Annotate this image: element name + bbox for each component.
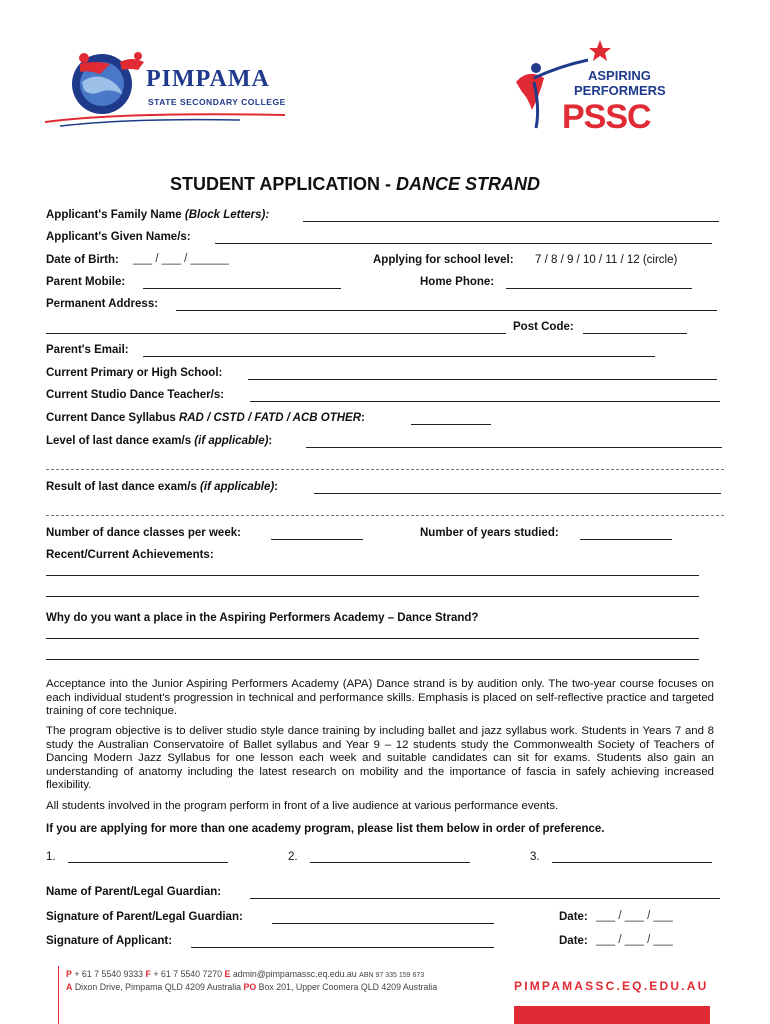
current-school-label: Current Primary or High School:	[46, 367, 223, 379]
result-text: Result of last dance exam/s	[46, 481, 201, 493]
achievements-label: Recent/Current Achievements:	[46, 549, 214, 561]
guardian-date-label: Date:	[559, 911, 588, 923]
current-teacher-field[interactable]	[250, 401, 720, 402]
acceptance-paragraph: Acceptance into the Junior Aspiring Performers Academy (APA) Dance strand is by audition only. The two-year course focuses on each individual student's progression in technical and performance skills. Emphasis is placed on self-reflective practice and targeted training of core technique.	[46, 678, 714, 718]
why-question-label: Why do you want a place in the Aspiring Performers Academy – Dance Strand?	[46, 612, 479, 624]
syllabus-text: Current Dance Syllabus	[46, 412, 179, 424]
applicant-signature-field[interactable]	[191, 947, 494, 948]
applicant-signature-label: Signature of Applicant:	[46, 935, 173, 947]
result-colon: :	[274, 481, 279, 493]
aspiring-performers-logo	[510, 38, 690, 138]
classes-per-week-label: Number of dance classes per week:	[46, 527, 241, 539]
given-names-field[interactable]	[215, 243, 712, 244]
result-em: (if applicable)	[200, 481, 275, 493]
footer-address: Dixon Drive, Pimpama QLD 4209 Australia	[74, 982, 242, 992]
guardian-name-label: Name of Parent/Legal Guardian:	[46, 886, 222, 898]
parent-mobile-field[interactable]	[143, 288, 341, 289]
achievements-line-1[interactable]	[46, 575, 699, 576]
family-name-label	[46, 209, 269, 221]
applicant-date-label: Date:	[559, 935, 588, 947]
years-studied-label: Number of years studied:	[420, 527, 559, 539]
family-name-field[interactable]	[303, 221, 719, 222]
parents-email-field[interactable]	[143, 356, 655, 357]
last-exam-text: Level of last dance exam/s	[46, 435, 195, 447]
footer-abn: ABN 97 335 159 673	[359, 972, 425, 979]
page-title	[170, 174, 540, 195]
syllabus-field[interactable]	[411, 424, 491, 425]
achievements-line-2[interactable]	[46, 596, 699, 597]
result-line-2[interactable]	[46, 515, 724, 516]
preference-3-number: 3.	[530, 851, 540, 863]
why-line-2[interactable]	[46, 659, 699, 660]
footer-fax: + 61 7 5540 7270	[153, 969, 223, 979]
preference-2-number: 2.	[288, 851, 298, 863]
last-exam-line-2[interactable]	[46, 469, 724, 470]
footer-po-label: PO	[243, 982, 257, 992]
parents-email-label: Parent's Email:	[46, 344, 129, 356]
preference-instruction: If you are applying for more than one academy program, please list them below in order of preference.	[46, 823, 605, 835]
syllabus-label	[46, 412, 365, 424]
family-name-em: (Block Letters):	[184, 209, 270, 221]
program-objective-paragraph: The program objective is to deliver studio style dance training by including ballet and jazz syllabus work. Students in Years 7 and 8 study the Australian Conservatoire of Ballet syllabus and Year 9 – 12 students study the Commonwealth Society of Teachers of Dancing Modern Jazz Syllabus for one lesson each week and suitable candidates can sit for exams. Students also gain an understanding of anatomy including the latest research on mobility and the importance of fascia in safely achieving increased flexibility.	[46, 725, 714, 792]
why-line-1[interactable]	[46, 638, 699, 639]
footer-divider	[58, 966, 59, 1024]
footer-phone: + 61 7 5540 9333	[74, 969, 144, 979]
post-code-label: Post Code:	[513, 321, 574, 333]
title-main: STUDENT APPLICATION -	[170, 174, 396, 194]
last-exam-colon: :	[268, 435, 273, 447]
parent-mobile-label: Parent Mobile:	[46, 276, 126, 288]
school-level-field[interactable]: 7 / 8 / 9 / 10 / 11 / 12 (circle)	[535, 254, 678, 266]
footer-a-label: A	[66, 982, 73, 992]
permanent-address-label: Permanent Address:	[46, 298, 159, 310]
footer-website[interactable]: PIMPAMASSC.EQ.EDU.AU	[514, 979, 709, 993]
last-exam-em: (if applicable)	[194, 435, 269, 447]
footer-email[interactable]: admin@pimpamassc.eq.edu.au	[232, 969, 357, 979]
current-school-field[interactable]	[248, 379, 717, 380]
guardian-date-field[interactable]: ___ / ___ / ___	[596, 910, 673, 922]
apa-line1: ASPIRING	[588, 68, 651, 83]
preference-1-field[interactable]	[68, 862, 228, 863]
result-field[interactable]	[314, 493, 721, 494]
pimpama-logo	[40, 42, 290, 137]
last-exam-label	[46, 435, 272, 447]
applicant-date-field[interactable]: ___ / ___ / ___	[596, 934, 673, 946]
footer-red-bar	[514, 1006, 710, 1024]
syllabus-options: RAD / CSTD / FATD / ACB OTHER	[178, 412, 362, 424]
family-name-text: Applicant's Family Name	[46, 209, 185, 221]
footer-po-box: Box 201, Upper Coomera QLD 4209 Australia	[258, 982, 438, 992]
preference-1-number: 1.	[46, 851, 56, 863]
dob-label: Date of Birth:	[46, 254, 119, 266]
result-label	[46, 481, 278, 493]
years-studied-field[interactable]	[580, 539, 672, 540]
footer-contact-line	[66, 969, 424, 979]
home-phone-field[interactable]	[506, 288, 692, 289]
title-emphasis: DANCE STRAND	[396, 174, 540, 194]
current-teacher-label: Current Studio Dance Teacher/s:	[46, 389, 225, 401]
guardian-signature-label: Signature of Parent/Legal Guardian:	[46, 911, 243, 923]
apa-line3: PSSC	[562, 98, 651, 136]
footer-p-label: P	[66, 969, 72, 979]
performance-paragraph: All students involved in the program perform in front of a live audience at various performance events.	[46, 800, 559, 812]
syllabus-colon: :	[361, 412, 365, 424]
pimpama-subtitle: STATE SECONDARY COLLEGE	[148, 97, 286, 107]
footer-f-label: F	[145, 969, 151, 979]
dob-field[interactable]: ___ / ___ / ______	[133, 253, 229, 265]
home-phone-label: Home Phone:	[420, 276, 495, 288]
preference-3-field[interactable]	[552, 862, 712, 863]
preference-2-field[interactable]	[310, 862, 470, 863]
guardian-name-field[interactable]	[250, 898, 720, 899]
apa-line2: PERFORMERS	[574, 83, 666, 98]
permanent-address-field[interactable]	[176, 310, 717, 311]
given-names-label: Applicant's Given Name/s:	[46, 231, 191, 243]
classes-per-week-field[interactable]	[271, 539, 363, 540]
last-exam-field[interactable]	[306, 447, 722, 448]
pimpama-name: PIMPAMA	[146, 66, 270, 92]
post-code-field[interactable]	[583, 333, 687, 334]
footer-e-label: E	[224, 969, 231, 979]
school-level-label: Applying for school level:	[373, 254, 514, 266]
guardian-signature-field[interactable]	[272, 923, 494, 924]
address-line-2-field[interactable]	[46, 333, 506, 334]
footer-address-line	[66, 982, 437, 992]
